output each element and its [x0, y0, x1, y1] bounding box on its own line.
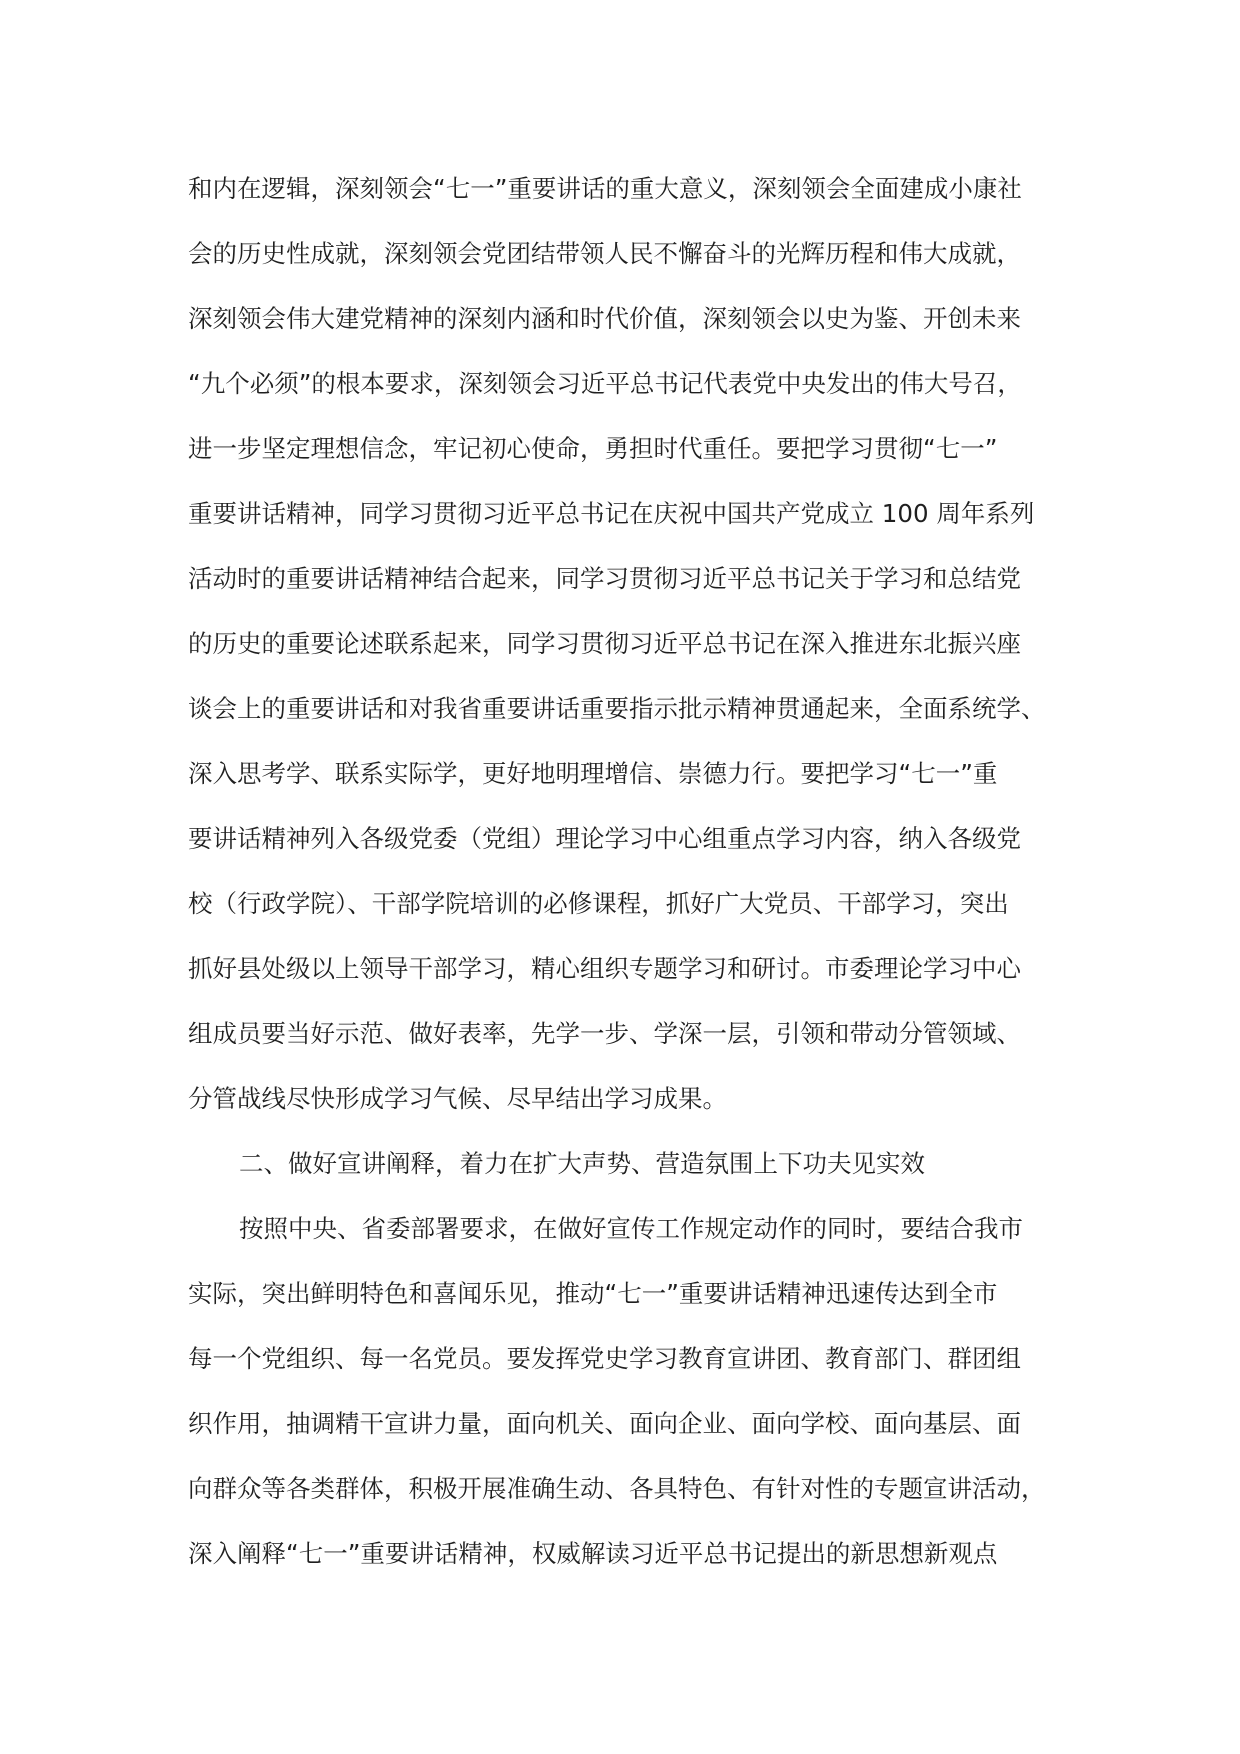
text-line: 深入阐释“七一”重要讲话精神，权威解读习近平总书记提出的新思想新观点: [188, 1539, 998, 1568]
text-line: 分管战线尽快形成学习气候、尽早结出学习成果。: [188, 1084, 727, 1113]
text-line: 织作用，抽调精干宣讲力量，面向机关、面向企业、面向学校、面向基层、面: [188, 1409, 1021, 1438]
text-line: 抓好县处级以上领导干部学习，精心组织专题学习和研讨。市委理论学习中心: [188, 954, 1021, 983]
text-line: 深刻领会伟大建党精神的深刻内涵和时代价值，深刻领会以史为鉴、开创未来: [188, 304, 1021, 333]
text-line: 向群众等各类群体，积极开展准确生动、各具特色、有针对性的专题宣讲活动，: [188, 1474, 1046, 1503]
text-line: 组成员要当好示范、做好表率，先学一步、学深一层，引领和带动分管领域、: [188, 1019, 1021, 1048]
text-line: 深入思考学、联系实际学，更好地明理增信、崇德力行。要把学习“七一”重: [188, 759, 998, 788]
text-line: 要讲话精神列入各级党委（党组）理论学习中心组重点学习内容，纳入各级党: [188, 824, 1021, 853]
text-line: “九个必须”的根本要求，深刻领会习近平总书记代表党中央发出的伟大号召，: [188, 369, 1022, 398]
paragraph-first-line: 按照中央、省委部署要求，在做好宣传工作规定动作的同时，要结合我市: [239, 1214, 1023, 1243]
text-line: 和内在逻辑，深刻领会“七一”重要讲话的重大意义，深刻领会全面建成小康社: [188, 174, 1022, 203]
text-line: 谈会上的重要讲话和对我省重要讲话重要指示批示精神贯通起来，全面系统学、: [188, 694, 1046, 723]
text-line: 活动时的重要讲话精神结合起来，同学习贯彻习近平总书记关于学习和总结党: [188, 564, 1021, 593]
text-line: 每一个党组织、每一名党员。要发挥党史学习教育宣讲团、教育部门、群团组: [188, 1344, 1021, 1373]
text-line: 的历史的重要论述联系起来，同学习贯彻习近平总书记在深入推进东北振兴座: [188, 629, 1021, 658]
text-line: 校（行政学院）、干部学院培训的必修课程，抓好广大党员、干部学习，突出: [188, 889, 1009, 918]
text-line: 进一步坚定理想信念，牢记初心使命，勇担时代重任。要把学习贯彻“七一”: [188, 434, 998, 463]
text-line: 会的历史性成就，深刻领会党团结带领人民不懈奋斗的光辉历程和伟大成就，: [188, 239, 1021, 268]
body-text: [188, 172, 1088, 1602]
section-heading: 二、做好宣讲阐释，着力在扩大声势、营造氛围上下功夫见实效: [239, 1149, 925, 1178]
text-line: 重要讲话精神，同学习贯彻习近平总书记在庆祝中国共产党成立 100 周年系列: [188, 499, 1035, 528]
text-line: 实际，突出鲜明特色和喜闻乐见，推动“七一”重要讲话精神迅速传达到全市: [188, 1279, 998, 1308]
